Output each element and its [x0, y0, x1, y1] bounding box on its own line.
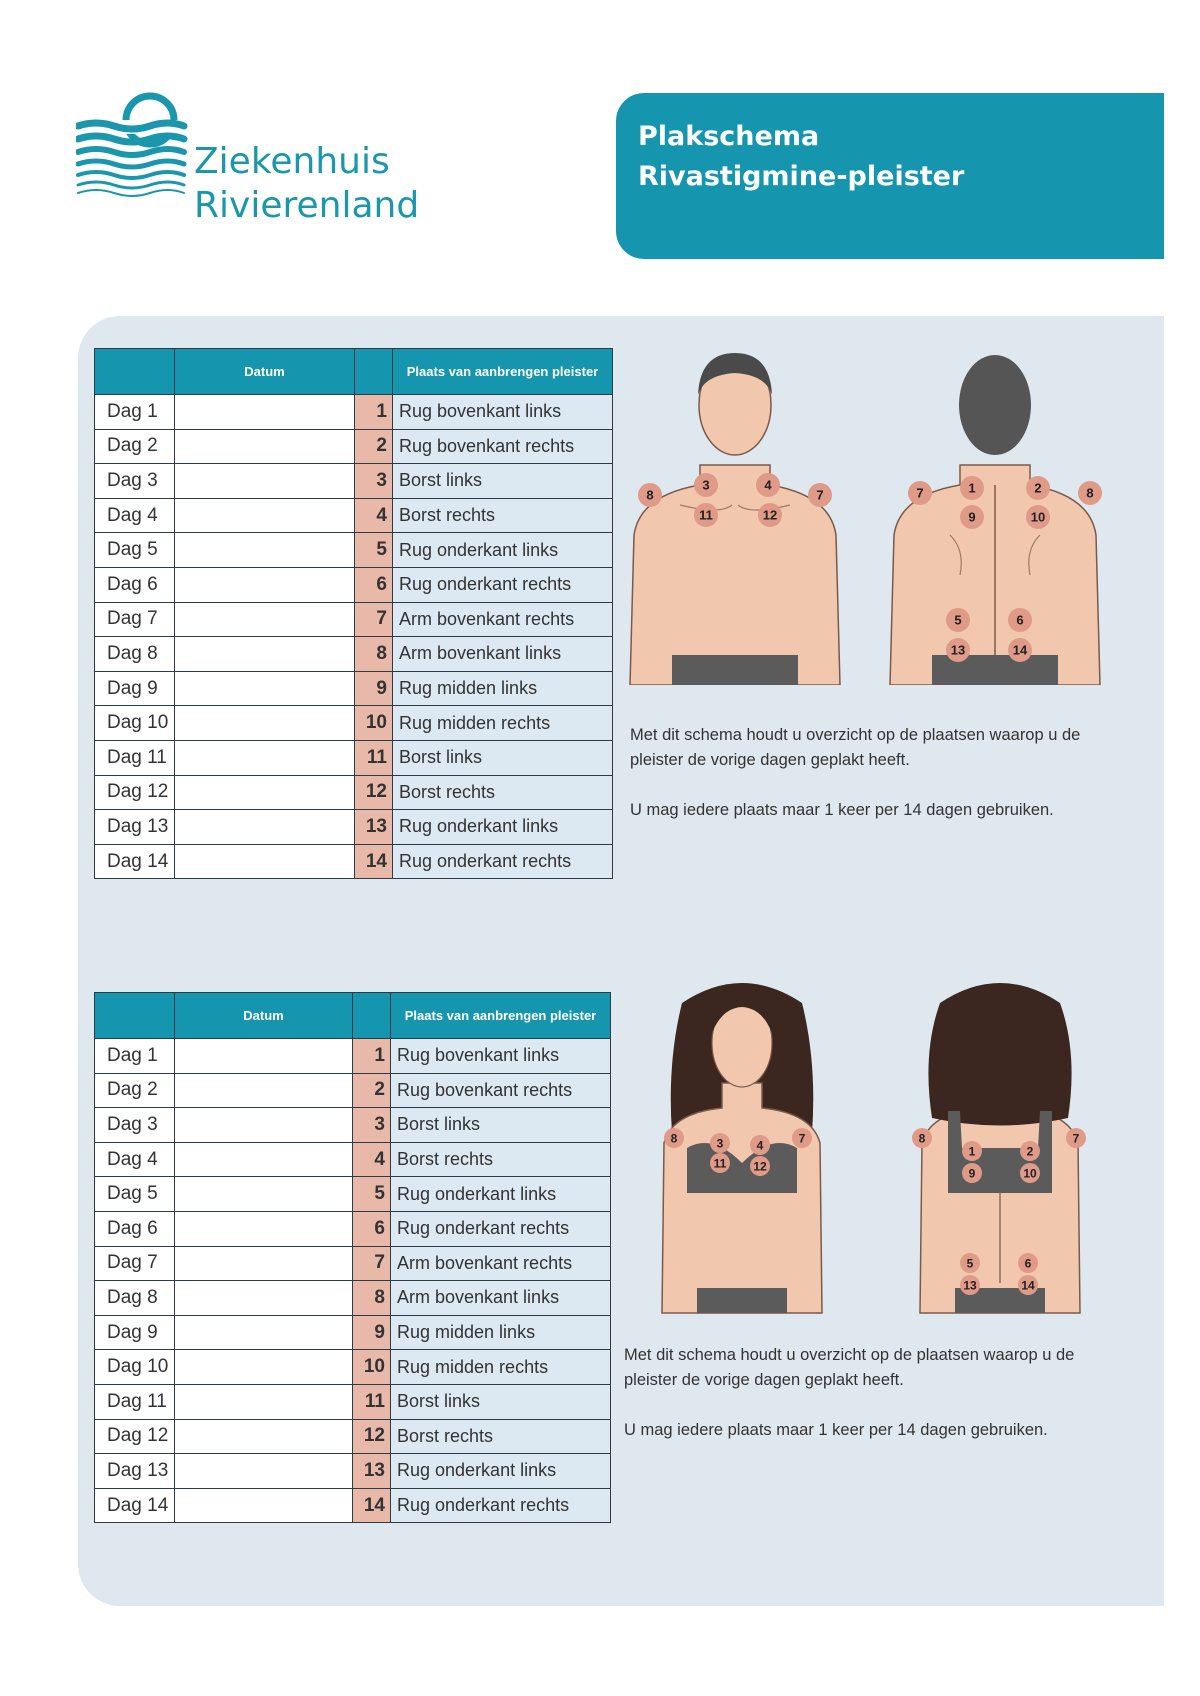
day-label: Dag 11: [95, 1384, 175, 1419]
site-marker-label: 11: [699, 507, 713, 523]
site-marker-label: 7: [798, 1131, 806, 1146]
site-marker-label: 13: [963, 1278, 977, 1293]
day-label: Dag 2: [95, 1073, 175, 1108]
site-marker-label: 7: [816, 487, 824, 503]
date-entry-cell[interactable]: [175, 637, 355, 672]
table-row: [95, 395, 613, 430]
day-label: Dag 9: [95, 671, 175, 706]
table-row: [95, 1142, 611, 1177]
date-entry-cell[interactable]: [175, 810, 355, 845]
hospital-logo: [76, 92, 436, 226]
page-subtitle: Rivastigmine-pleister: [638, 161, 965, 192]
day-label: Dag 10: [95, 1350, 175, 1385]
site-marker-label: 11: [713, 1156, 727, 1171]
site-marker-label: 8: [918, 1131, 926, 1146]
date-entry-cell[interactable]: [175, 1419, 353, 1454]
date-entry-cell[interactable]: [175, 1454, 353, 1489]
table-row: [95, 1488, 611, 1523]
site-number: 1: [353, 1039, 391, 1074]
table-header-row: [95, 993, 611, 1039]
header-blank: [95, 349, 175, 395]
site-place: Rug midden links: [391, 1315, 611, 1350]
site-place: Borst links: [391, 1108, 611, 1143]
day-label: Dag 8: [95, 1281, 175, 1316]
date-entry-cell[interactable]: [175, 740, 355, 775]
instruction-note-1: [630, 723, 1130, 848]
day-label: Dag 13: [95, 810, 175, 845]
site-marker-label: 9: [968, 1166, 976, 1181]
site-place: Borst links: [393, 740, 613, 775]
schedule-table-women: [94, 992, 611, 1523]
header-place: Plaats van aanbrengen pleister: [393, 349, 613, 395]
site-place: Rug bovenkant links: [391, 1039, 611, 1074]
site-number: 3: [353, 1108, 391, 1143]
site-marker-label: 2: [1034, 480, 1042, 496]
date-entry-cell[interactable]: [175, 464, 355, 499]
day-label: Dag 1: [95, 1039, 175, 1074]
day-label: Dag 3: [95, 464, 175, 499]
site-place: Borst links: [393, 464, 613, 499]
site-marker-label: 7: [1072, 1131, 1080, 1146]
site-number: 14: [353, 1488, 391, 1523]
site-number: 11: [353, 1384, 391, 1419]
header-date: Datum: [175, 349, 355, 395]
table-row: [95, 1246, 611, 1281]
site-number: 13: [353, 1454, 391, 1489]
day-label: Dag 7: [95, 1246, 175, 1281]
site-place: Arm bovenkant links: [393, 637, 613, 672]
logo-text: [194, 140, 419, 228]
table-row: [95, 844, 613, 879]
date-entry-cell[interactable]: [175, 671, 355, 706]
day-label: Dag 9: [95, 1315, 175, 1350]
site-number: 9: [355, 671, 393, 706]
header-date: Datum: [175, 993, 353, 1039]
site-number: 5: [355, 533, 393, 568]
header-blank-num: [355, 349, 393, 395]
site-number: 11: [355, 740, 393, 775]
site-marker-label: 5: [966, 1256, 974, 1271]
site-place: Arm bovenkant rechts: [393, 602, 613, 637]
day-label: Dag 1: [95, 395, 175, 430]
day-label: Dag 11: [95, 740, 175, 775]
date-entry-cell[interactable]: [175, 1315, 353, 1350]
female-back-figure-icon: [900, 983, 1100, 1323]
table-row: [95, 429, 613, 464]
day-label: Dag 2: [95, 429, 175, 464]
date-entry-cell[interactable]: [175, 602, 355, 637]
date-entry-cell[interactable]: [175, 1108, 353, 1143]
site-number: 6: [355, 567, 393, 602]
site-number: 13: [355, 810, 393, 845]
site-place: Rug onderkant rechts: [393, 844, 613, 879]
site-number: 5: [353, 1177, 391, 1212]
table-row: [95, 706, 613, 741]
site-number: 4: [355, 498, 393, 533]
date-entry-cell[interactable]: [175, 1350, 353, 1385]
table-row: [95, 498, 613, 533]
date-entry-cell[interactable]: [175, 844, 355, 879]
instruction-note-2: [624, 1343, 1124, 1468]
date-entry-cell[interactable]: [175, 533, 355, 568]
site-marker-label: 2: [1026, 1144, 1034, 1159]
table-row: [95, 637, 613, 672]
site-place: Rug onderkant rechts: [393, 567, 613, 602]
day-label: Dag 13: [95, 1454, 175, 1489]
site-place: Rug onderkant links: [391, 1454, 611, 1489]
table-row: [95, 1108, 611, 1143]
table-row: [95, 775, 613, 810]
site-marker-label: 6: [1024, 1256, 1032, 1271]
site-number: 8: [353, 1281, 391, 1316]
site-marker-label: 12: [753, 1159, 767, 1174]
site-marker-label: 14: [1021, 1278, 1035, 1293]
day-label: Dag 4: [95, 498, 175, 533]
site-marker-label: 13: [950, 642, 966, 658]
site-number: 10: [355, 706, 393, 741]
table-row: [95, 1315, 611, 1350]
date-entry-cell[interactable]: [175, 498, 355, 533]
header-blank-num: [353, 993, 391, 1039]
table-row: [95, 1073, 611, 1108]
date-entry-cell[interactable]: [175, 1039, 353, 1074]
site-place: Arm bovenkant rechts: [391, 1246, 611, 1281]
day-label: Dag 3: [95, 1108, 175, 1143]
site-number: 12: [353, 1419, 391, 1454]
site-marker-label: 4: [764, 477, 772, 493]
site-place: Rug midden rechts: [391, 1350, 611, 1385]
day-label: Dag 12: [95, 775, 175, 810]
site-marker-label: 3: [716, 1136, 724, 1151]
date-entry-cell[interactable]: [175, 1246, 353, 1281]
male-back-figure-icon: [880, 345, 1110, 685]
table-row: [95, 1177, 611, 1212]
table-row: [95, 1454, 611, 1489]
table-row: [95, 464, 613, 499]
day-label: Dag 5: [95, 533, 175, 568]
table-row: [95, 671, 613, 706]
site-number: 8: [355, 637, 393, 672]
site-marker-label: 8: [646, 487, 654, 503]
site-number: 2: [353, 1073, 391, 1108]
day-label: Dag 5: [95, 1177, 175, 1212]
date-entry-cell[interactable]: [175, 1142, 353, 1177]
male-front-figure-icon: [620, 345, 850, 685]
day-label: Dag 4: [95, 1142, 175, 1177]
date-entry-cell[interactable]: [175, 775, 355, 810]
site-marker-label: 8: [1086, 485, 1094, 501]
site-marker-label: 5: [954, 612, 962, 628]
day-label: Dag 7: [95, 602, 175, 637]
table-row: [95, 533, 613, 568]
site-number: 1: [355, 395, 393, 430]
note-rule: U mag iedere plaats maar 1 keer per 14 dagen gebruiken.: [624, 1421, 1048, 1439]
site-place: Rug bovenkant links: [393, 395, 613, 430]
note-rule: U mag iedere plaats maar 1 keer per 14 dagen gebruiken.: [630, 801, 1054, 819]
site-place: Rug midden links: [393, 671, 613, 706]
site-marker-label: 6: [1016, 612, 1024, 628]
site-marker-label: 7: [916, 485, 924, 501]
date-entry-cell[interactable]: [175, 429, 355, 464]
date-entry-cell[interactable]: [175, 1488, 353, 1523]
date-entry-cell[interactable]: [175, 567, 355, 602]
site-marker-label: 3: [702, 477, 710, 493]
site-number: 12: [355, 775, 393, 810]
site-place: Borst links: [391, 1384, 611, 1419]
logo-name-line2: Rivierenland: [194, 185, 420, 226]
site-number: 4: [353, 1142, 391, 1177]
site-place: Rug bovenkant rechts: [393, 429, 613, 464]
site-place: Rug midden rechts: [393, 706, 613, 741]
table-row: [95, 1211, 611, 1246]
female-front-figure-icon: [642, 983, 842, 1323]
day-label: Dag 10: [95, 706, 175, 741]
site-place: Rug onderkant links: [393, 533, 613, 568]
site-number: 6: [353, 1211, 391, 1246]
header-place: Plaats van aanbrengen pleister: [391, 993, 611, 1039]
table-row: [95, 1039, 611, 1074]
site-number: 14: [355, 844, 393, 879]
day-label: Dag 6: [95, 567, 175, 602]
date-entry-cell[interactable]: [175, 1177, 353, 1212]
table-row: [95, 740, 613, 775]
site-place: Borst rechts: [393, 498, 613, 533]
site-place: Rug bovenkant rechts: [391, 1073, 611, 1108]
table-row: [95, 1384, 611, 1419]
logo-name-line1: Ziekenhuis: [194, 141, 390, 182]
site-place: Rug onderkant rechts: [391, 1488, 611, 1523]
site-marker-label: 10: [1023, 1166, 1037, 1181]
table-row: [95, 810, 613, 845]
note-overview: Met dit schema houdt u overzicht op de plaatsen waarop u de pleister de vorige dagen geplakt heeft.: [624, 1346, 1075, 1389]
date-entry-cell[interactable]: [175, 1281, 353, 1316]
site-marker-label: 1: [968, 480, 976, 496]
site-number: 7: [353, 1246, 391, 1281]
site-number: 3: [355, 464, 393, 499]
site-place: Rug onderkant links: [391, 1177, 611, 1212]
site-place: Rug onderkant links: [393, 810, 613, 845]
site-number: 2: [355, 429, 393, 464]
site-number: 7: [355, 602, 393, 637]
site-marker-label: 14: [1012, 642, 1028, 658]
header-blank: [95, 993, 175, 1039]
site-place: Borst rechts: [391, 1419, 611, 1454]
table-row: [95, 1419, 611, 1454]
table-row: [95, 602, 613, 637]
site-marker-label: 12: [762, 507, 778, 523]
site-marker-label: 10: [1030, 509, 1046, 525]
site-place: Borst rechts: [393, 775, 613, 810]
page-title: Plakschema: [638, 121, 820, 152]
schedule-table-men: [94, 348, 613, 879]
date-entry-cell[interactable]: [175, 1211, 353, 1246]
day-label: Dag 14: [95, 1488, 175, 1523]
day-label: Dag 12: [95, 1419, 175, 1454]
date-entry-cell[interactable]: [175, 706, 355, 741]
date-entry-cell[interactable]: [175, 395, 355, 430]
table-row: [95, 1281, 611, 1316]
site-marker-label: 4: [756, 1138, 764, 1153]
day-label: Dag 8: [95, 637, 175, 672]
site-place: Rug onderkant rechts: [391, 1211, 611, 1246]
title-banner: [616, 93, 1164, 259]
day-label: Dag 14: [95, 844, 175, 879]
site-place: Arm bovenkant links: [391, 1281, 611, 1316]
table-row: [95, 1350, 611, 1385]
site-number: 9: [353, 1315, 391, 1350]
site-place: Borst rechts: [391, 1142, 611, 1177]
table-row: [95, 567, 613, 602]
table-header-row: [95, 349, 613, 395]
site-marker-label: 8: [670, 1131, 678, 1146]
site-marker-label: 9: [968, 509, 976, 525]
day-label: Dag 6: [95, 1211, 175, 1246]
site-marker-label: 1: [968, 1144, 976, 1159]
note-overview: Met dit schema houdt u overzicht op de plaatsen waarop u de pleister de vorige dagen geplakt heeft.: [630, 726, 1081, 769]
date-entry-cell[interactable]: [175, 1073, 353, 1108]
site-number: 10: [353, 1350, 391, 1385]
hospital-logo-icon: [76, 92, 196, 222]
date-entry-cell[interactable]: [175, 1384, 353, 1419]
